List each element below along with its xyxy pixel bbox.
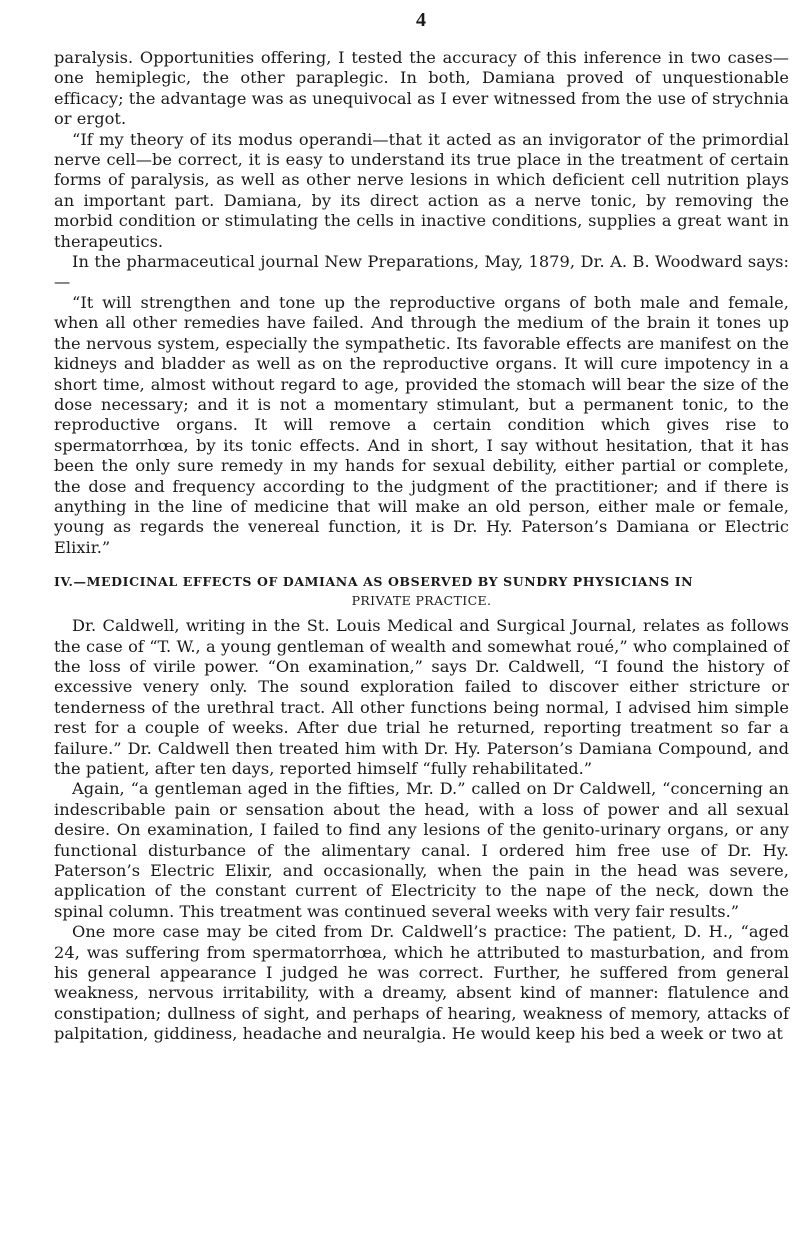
paragraph-caldwell-case-1: Dr. Caldwell, writing in the St. Louis Medical and Surgical Journal, relates as follows the case of “T. W., a young gentleman of wealth and somewhat roué,” who complained of the loss of virile power. “On examination,” says Dr. Caldwell, “I found the history of excessive venery only. The sound exploration failed to discover either stricture or tenderness of the urethral tract. All other functions being normal, I advised him simple rest for a couple of weeks. After due trial he returned, reporting treatment so far a failure.” Dr. Caldwell then treated him with Dr. Hy. Paterson’s Damiana Compound, and the patient, after ten days, reported himself “fully rehabilitated.” xyxy=(54,616,789,778)
paragraph-caldwell-case-2: Again, “a gentleman aged in the fifties, Mr. D.” called on Dr Caldwell, “concerning an indescribable pain or sensation about the head, with a loss of power and all sexual desire. On examination, I failed to find any lesions of the genito-urinary organs, or any functional disturbance of the alimentary canal. I ordered him free use of Dr. Hy. Paterson’s Electric Elixir, and occasionally, when the pain in the head was severe, application of the constant current of Electricity to the nape of the neck, down the spinal column. This treatment was continued several weeks with very fair results.” xyxy=(54,779,789,921)
paragraph-modus-operandi: “If my theory of its modus operandi—that it acted as an invigorator of the primordial nerve cell—be correct, it is easy to understand its true place in the treatment of certain forms of paralysis, as well as other nerve lesions in which deficient cell nutrition plays an important part. Damiana, by its direct action as a nerve tonic, by removing the morbid condition or stimulating the cells in inactive conditions, supplies a great want in therapeutics. xyxy=(54,129,789,251)
paragraph-caldwell-case-3: One more case may be cited from Dr. Caldwell’s practice: The patient, D. H., “aged 24, was suffering from spermatorrhœa, which he attributed to masturbation, and from his general appearance I judged he was correct. Further, he suffered from general weakness, nervous irritability, with a dreamy, absent kind of manner: flatulence and constipation; dullness of sight, and perhaps of hearing, weakness of memory, attacks of palpitation, giddiness, headache and neuralgia. He would keep his bed a week or two at xyxy=(54,922,789,1044)
section-heading-line2: PRIVATE PRACTICE. xyxy=(351,593,492,609)
page-number: 4 xyxy=(416,9,426,31)
section-heading xyxy=(54,572,789,610)
paragraph-woodward-quote: “It will strengthen and tone up the reproductive organs of both male and female, when all other remedies have failed. And through the medium of the brain it tones up the nervous system, especially the sympathetic. Its favorable effects are manifest on the kidneys and bladder as well as on the reproductive organs. It will cure impotency in a short time, almost without regard to age, provided the stomach will bear the size of the dose necessary; and it is not a momentary stimulant, but a permanent tonic, to the reproductive organs. It will remove a certain condition which gives rise to spermatorrhœa, by its tonic effects. And in short, I say without hesitation, that it has been the only sure remedy in my hands for sexual debility, either partial or complete, the dose and frequency according to the judgment of the practitioner; and if there is anything in the line of medicine that will make an old person, either male or female, young as regards the venereal function, it is Dr. Hy. Paterson’s Damiana or Electric Elixir.” xyxy=(54,292,789,557)
paragraph-new-preparations: In the pharmaceutical journal New Preparations, May, 1879, Dr. A. B. Woodward says:— xyxy=(54,252,789,292)
paragraph-paralysis-intro: paralysis. Opportunities offering, I tested the accuracy of this inference in two cases—one hemiplegic, the other paraplegic. In both, Damiana proved of unquestionable efficacy; the advantage was as unequivocal as I ever witnessed from the use of strychnia or ergot. xyxy=(54,48,789,129)
section-heading-line1: IV.—MEDICINAL EFFECTS OF DAMIANA AS OBSERVED BY SUNDRY PHYSICIANS IN xyxy=(54,574,694,590)
